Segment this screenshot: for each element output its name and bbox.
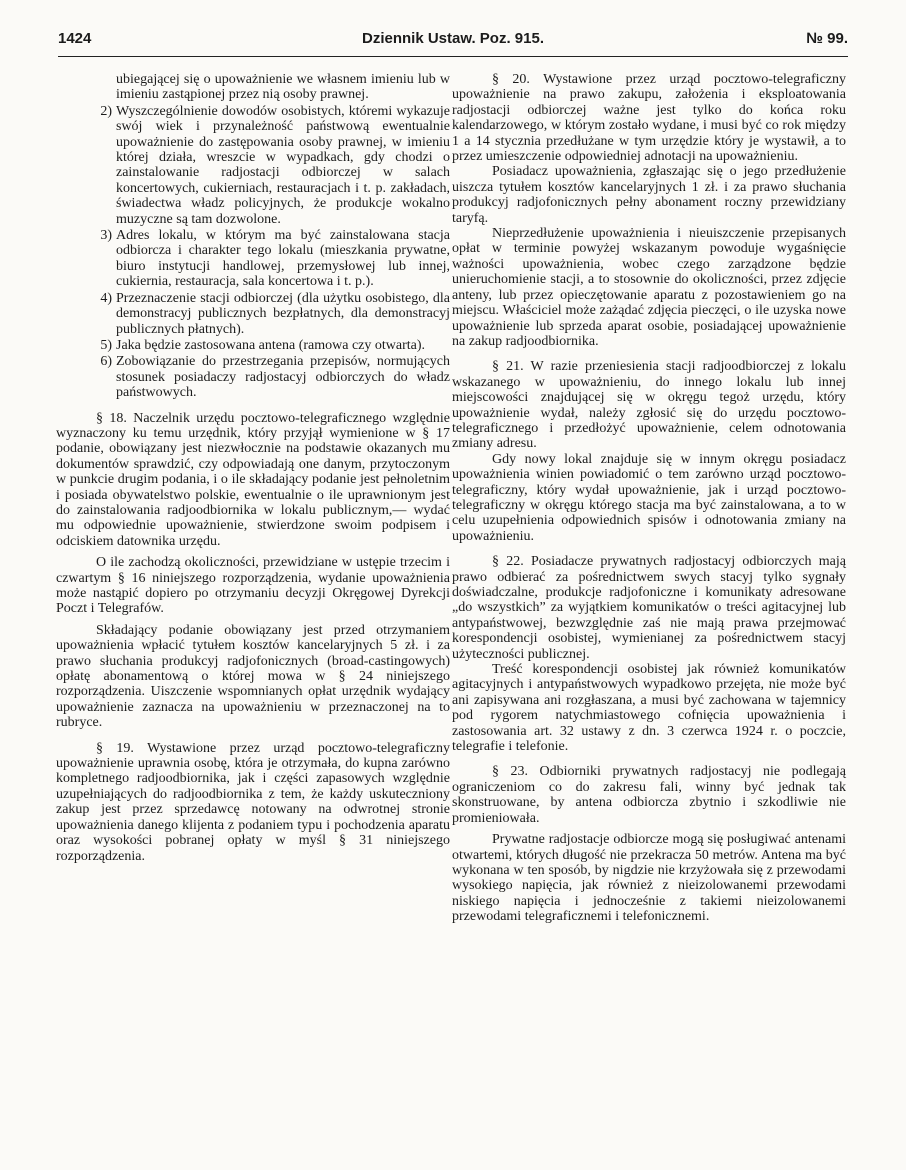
item-text: Adres lokalu, w którym ma być zainstalowana stacja odbiorcza i charakter tego lokalu (mieszkania prywatne, biuro instytucji handlowej, przemysłowej lub innej, cukiernia, restauracja, sala koncertowa i t. p.). <box>116 228 450 290</box>
item-number: 5) <box>100 337 112 353</box>
item-text: Wyszczególnienie dowodów osobistych, któremi wykazuje swój wiek i przynależność państwową ewentualnie upoważnienie do zastępowania osoby prawnej, w imieniu której działa, wreszcie w wypadkach, gdy chodzi o zainstalowanie radjostacji odbiorczej w salach koncertowych, cukierniach, restauracjach i t. p. zakładach, świadectwa władz policyjnych, że produkcje wokalno muzyczne są tam dozwolone. <box>116 103 450 227</box>
list-item <box>56 338 450 353</box>
item-number: 4) <box>100 290 112 306</box>
section-21-paragraph-2: Gdy nowy lokal znajduje się w innym okręgu posiadacz upoważnienia winien powiadomić o tem zarówno urząd pocztowo-telegraficzny, który wydał upoważnienie, jak i urząd pocztowo-telegraficzny w okręgu którego stacja ma być zainstalowana, a to w celu uzupełnienia odpowiednich spisów i odnotowania zmiany na upoważnieniu. <box>452 451 846 544</box>
section-22-paragraph-2: Treść korespondencji osobistej jak również komunikatów agitacyjnych i antypaństwowych wypadkowo przejęta, nie może być ani zapisywana ani rozgłaszana, a musi być zachowana w tajemnicy pod rygorem natychmiastowego cofnięcia upoważnienia i zastosowania art. 32 ustawy z dn. 3 czerwca 1924 r. o poczcie, telegrafie i telefonie. <box>452 662 846 755</box>
header-rule <box>58 56 848 57</box>
list-item <box>56 354 450 400</box>
section-18-paragraph-2: O ile zachodzą okoliczności, przewidziane w ustępie trzecim i czwartym § 16 niniejszego rozporządzenia, wydanie upoważnienia może nastąpić dopiero po otrzymaniu decyzji Okręgowej Dyrekcji Poczt i Telegrafów. <box>56 555 450 617</box>
item-number: 3) <box>100 228 112 244</box>
section-23-paragraph-2: Prywatne radjostacje odbiorcze mogą się posługiwać antenami otwartemi, których długość nie przekracza 50 metrów. Antena ma być wykonana w ten sposób, by nigdzie nie krzyżowała się z przewodami wysokiego napięcia, jak również z nieizolowanemi przewodami niskiego napięcia i jednocześnie z takiemi nieizolowanemi przewodami telegraficznemi i telefonicznemi. <box>452 832 846 925</box>
item-number: 2) <box>100 103 112 119</box>
item-number: 6) <box>100 354 112 370</box>
section-19-paragraph-1: § 19. Wystawione przez urząd pocztowo-telegraficzny upoważnienie uprawnia osobę, która je otrzymała, do kupna zarówno kompletnego radjoodbiornika, jak i części zapasowych względnie uzupełniających do radjoodbiornika z tem, że każdy uskuteczniony zakup jest przez sprzedawcę notowany na odwrotnej stronie upoważnienia danego klijenta z podaniem typu i pochodzenia aparatu oraz wysokości pobranej opłaty w myśl § 31 niniejszego rozporządzenia. <box>56 740 450 864</box>
journal-title: Dziennik Ustaw. Poz. 915. <box>362 30 544 47</box>
right-column <box>452 72 846 925</box>
section-18-paragraph-3: Składający podanie obowiązany jest przed otrzymaniem upoważnienia wpłacić tytułem kosztów kancelaryjnych 5 zł. i za prawo słuchania produkcyj radjofonicznych (broad-castingowych) opłatę abonamentową o której mowa w § 24 niniejszego rozporządzenia. Uiszczenie wspomnianych opłat urzędnik wydający upoważnienie zaznacza na upoważnieniu w przeznaczonej na to rubryce. <box>56 622 450 731</box>
list-item <box>56 228 450 290</box>
section-20-paragraph-2: Posiadacz upoważnienia, zgłaszając się o jego przedłużenie uiszcza tytułem kosztów kancelaryjnych 1 zł. i za prawo słuchania produkcyj radjofonicznych pełny abonament roczny przewidziany taryfą. <box>452 164 846 226</box>
section-22-paragraph-1: § 22. Posiadacze prywatnych radjostacyj odbiorczych mają prawo odbierać za pośrednictwem swych stacyj tylko sygnały doświadczalne, produkcje radjofoniczne i komunikaty adresowane „do wszystkich” za wyjątkiem komunikatów o treści agitacyjnej lub antypaństwowej, bezwzględnie zaś nie mają prawa przejmować korespondencji osobistej, wymienianej za pośrednictwem stacyj użyteczności publicznej. <box>452 554 846 662</box>
page-number: 1424 <box>58 30 92 47</box>
section-18-paragraph-1: § 18. Naczelnik urzędu pocztowo-telegraficznego względnie wyznaczony ku temu urzędnik, który przyjął wymienione w § 17 podanie, obowiązany jest niezwłocznie na podstawie okazanych mu dokumentów sprawdzić, czy odpowiadają one danym, przytoczonym w punkcie drugim podania, i o ile składający podanie jest pełnoletnim i posiada obywatelstwo polskie, ewentualnie o ile uprawnionym jest do zainstalowania radjoodbiornika w lokalu publicznym,— wydać mu odpowiednie upoważnienie, stwierdzone swoim podpisem i odciskiem datownika urzędu. <box>56 410 450 549</box>
item-text: Zobowiązanie do przestrzegania przepisów, normujących stosunek posiadaczy radjostacyj odbiorczych do władz państwowych. <box>116 354 450 401</box>
item-text: Przeznaczenie stacji odbiorczej (dla użytku osobistego, dla demonstracyj publicznych bezpłatnych, dla demonstracyj publicznych płatnych). <box>116 290 450 337</box>
left-column <box>56 72 450 864</box>
item-1-continuation: ubiegającej się o upoważnienie we własnem imieniu lub w imieniu zastąpionej przez nią osoby prawnej. <box>116 72 450 103</box>
item-text: Jaka będzie zastosowana antena (ramowa czy otwarta). <box>116 337 426 353</box>
section-20-paragraph-3: Nieprzedłużenie upoważnienia i nieuiszczenie przepisanych opłat w terminie powyżej wskazanym powoduje wygaśnięcie ważności upoważnienia, wobec czego zarządzone będzie unieruchomienie stacji, a to stosownie do okoliczności, przez zdjęcie anteny, lub przez opieczętowanie aparatu z pozostawieniem go na miejscu. Właściciel może zażądać zdjęcia pieczęci, o ile uzyska nowe upoważnienie lub sprzeda aparat osobie, posiadającej upoważnienie na zakup radjoodbiornika. <box>452 226 846 349</box>
section-23-paragraph-1: § 23. Odbiorniki prywatnych radjostacyj nie podlegają ograniczeniom co do zakresu fali, winny być jednak tak skonstruowane, by antena odbiorcza zbytnio i szkodliwie nie promieniowała. <box>452 764 846 826</box>
section-20-paragraph-1: § 20. Wystawione przez urząd pocztowo-telegraficzny upoważnienie na prawo zakupu, założenia i eksploatowania radjostacji odbiorczej ważne jest tylko do końca roku kalendarzowego, w którym zostało wydane, i musi być co rok między 1 a 14 stycznia przedłużane w tym urzędzie który je wystawił, a to przez umieszczenie odpowiedniej adnotacji na upoważnieniu. <box>452 72 846 165</box>
page-header <box>58 30 848 52</box>
issue-number: № 99. <box>806 30 848 47</box>
list-item <box>56 104 450 227</box>
list-item <box>56 291 450 337</box>
section-21-paragraph-1: § 21. W razie przeniesienia stacji radjoodbiorczej z lokalu wskazanego w upoważnieniu, do innego lokalu lub innej miejscowości znajdującej się w okręgu tegoż urzędu, który upoważnienie wydał, należy zgłosić się do urzędu pocztowo-telegraficznego i przedłożyć upoważnienie, celem odnotowania zmiany adresu. <box>452 359 846 452</box>
